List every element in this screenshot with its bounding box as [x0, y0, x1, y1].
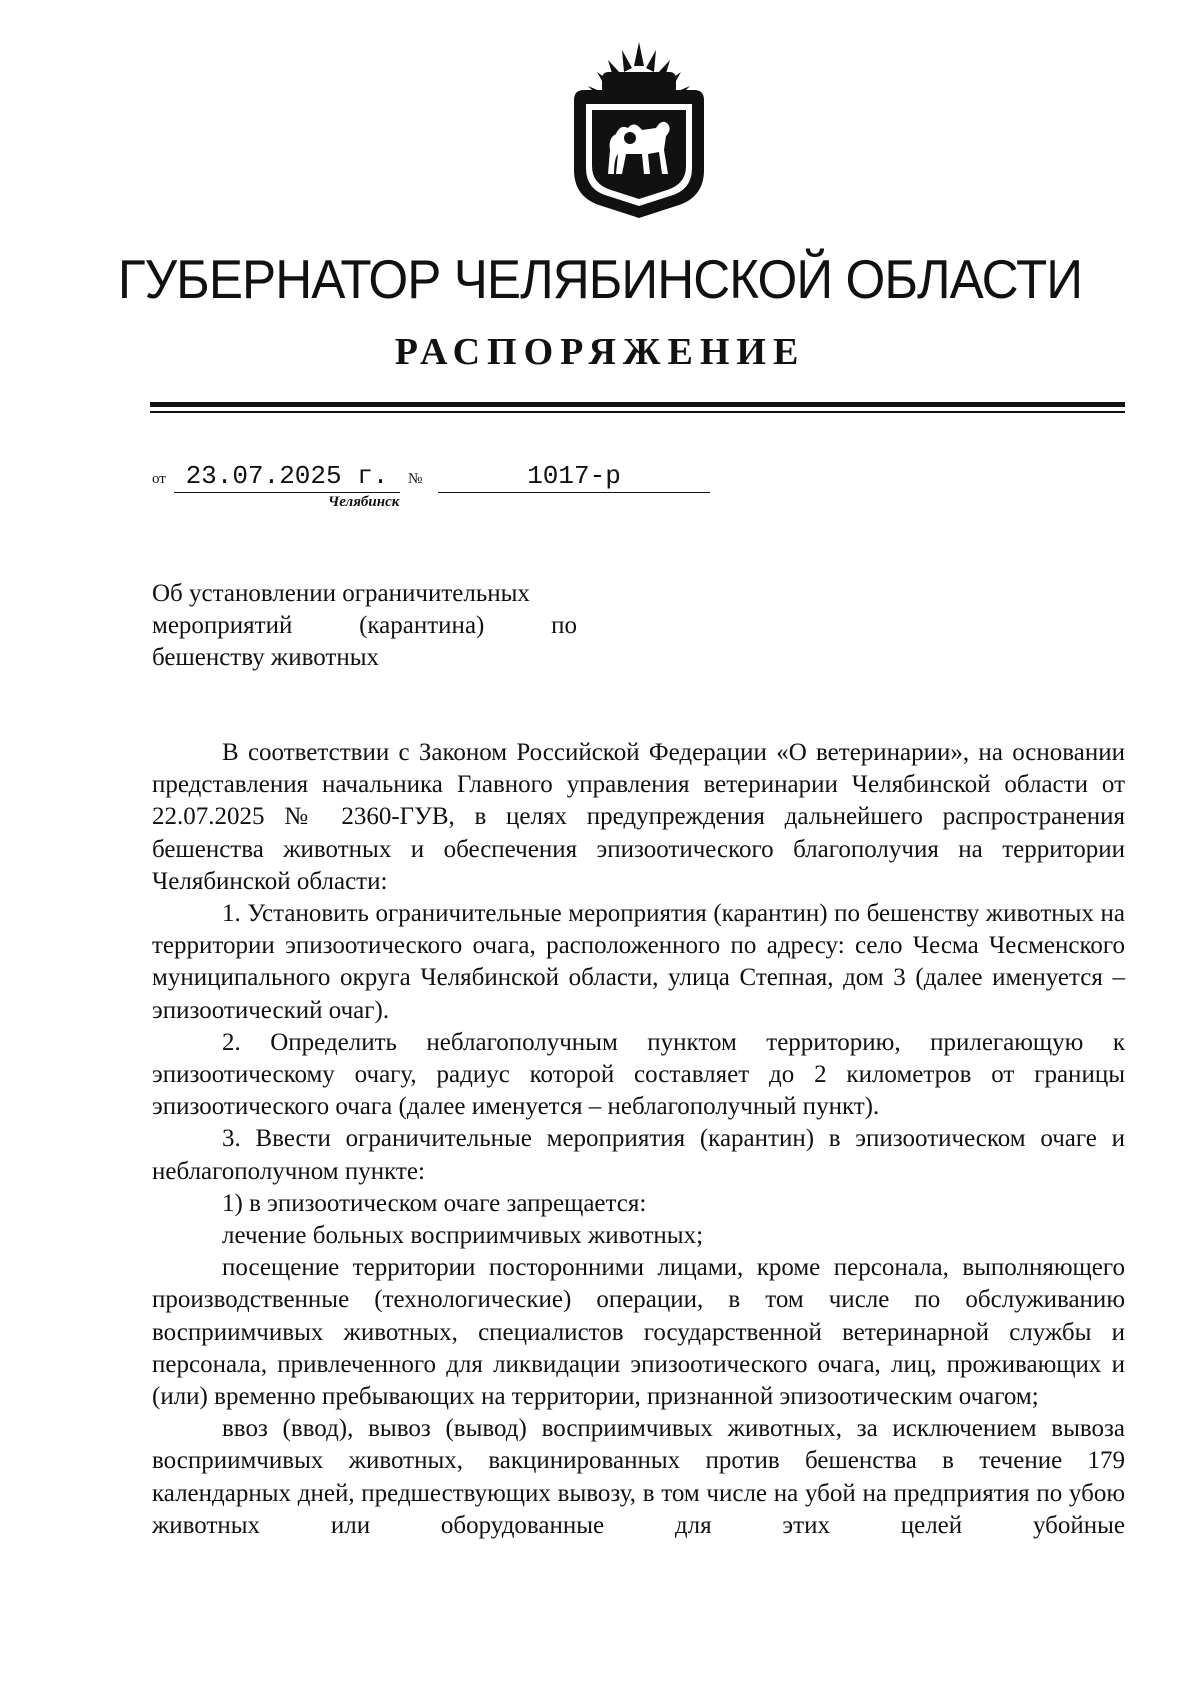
body-paragraph: В соответствии с Законом Российской Федерации «О ветеринарии», на основании представления начальника Главного управления ветеринарии Челябинской области от 22.07.2025 № 2360-ГУВ, в целях предупреждения дальнейшего распространения бешенства животных и обеспечения эпизоотического благополучия на территории Челябинской области: — [152, 739, 1125, 895]
subject-line: Об установлении ограничительных — [152, 580, 530, 607]
document-body — [152, 737, 1125, 1542]
document-date: 23.07.2025 г. — [174, 460, 400, 493]
subject-line: мероприятий (карантина) по — [152, 612, 577, 639]
body-paragraph: 1) в эпизоотическом очаге запрещается: — [222, 1189, 647, 1217]
coat-of-arms-icon — [564, 38, 714, 223]
body-paragraph: ввоз (ввод), вывоз (вывод) восприимчивых животных, за исключением вывоза восприимчивых животных, вакцинированных против бешенства в течение 179 календарных дней, предшествующих вывозу, в том числе на убой на предприятия по убою животных или оборудованные для этих целей убойные — [152, 1415, 1125, 1539]
document-type: РАСПОРЯЖЕНИЕ — [394, 331, 806, 373]
issuer-title: ГУБЕРНАТОР ЧЕЛЯБИНСКОЙ ОБЛАСТИ — [117, 248, 1083, 310]
body-paragraph: 3. Ввести ограничительные мероприятия (карантин) в эпизоотическом очаге и неблагополучном пункте: — [152, 1125, 1125, 1185]
body-paragraph: посещение территории посторонними лицами, кроме персонала, выполняющего производственные (технологические) операции, в том числе по обслуживанию восприимчивых животных, специалистов государственной ветеринарной службы и персонала, привлеченного для ликвидации эпизоотического очага, лиц, проживающих и (или) временно пребывающих на территории, признанной эпизоотическим очагом; — [152, 1254, 1125, 1411]
body-paragraph: 1. Установить ограничительные мероприятия (карантин) по бешенству животных на территории эпизоотического очага, расположенного по адресу: село Чесма Чесменского муниципального округа Челябинской области, улица Степная, дом 3 (далее именуется – эпизоотический очаг). — [152, 900, 1125, 1024]
number-prefix: № — [408, 471, 423, 487]
subject-line: бешенству животных — [152, 644, 379, 671]
document-subject — [152, 578, 577, 674]
header-divider-thick — [150, 402, 1125, 407]
date-prefix: от — [152, 471, 166, 487]
document-number: 1017-р — [438, 460, 710, 493]
header-divider-thin — [150, 411, 1125, 413]
body-paragraph: лечение больных восприимчивых животных; — [222, 1222, 704, 1250]
city-label: Челябинск — [328, 494, 400, 510]
body-paragraph: 2. Определить неблагополучным пунктом территорию, прилегающую к эпизоотическому очагу, радиус которой составляет до 2 километров от границы эпизоотического очага (далее именуется – неблагополучный пункт). — [152, 1028, 1125, 1121]
